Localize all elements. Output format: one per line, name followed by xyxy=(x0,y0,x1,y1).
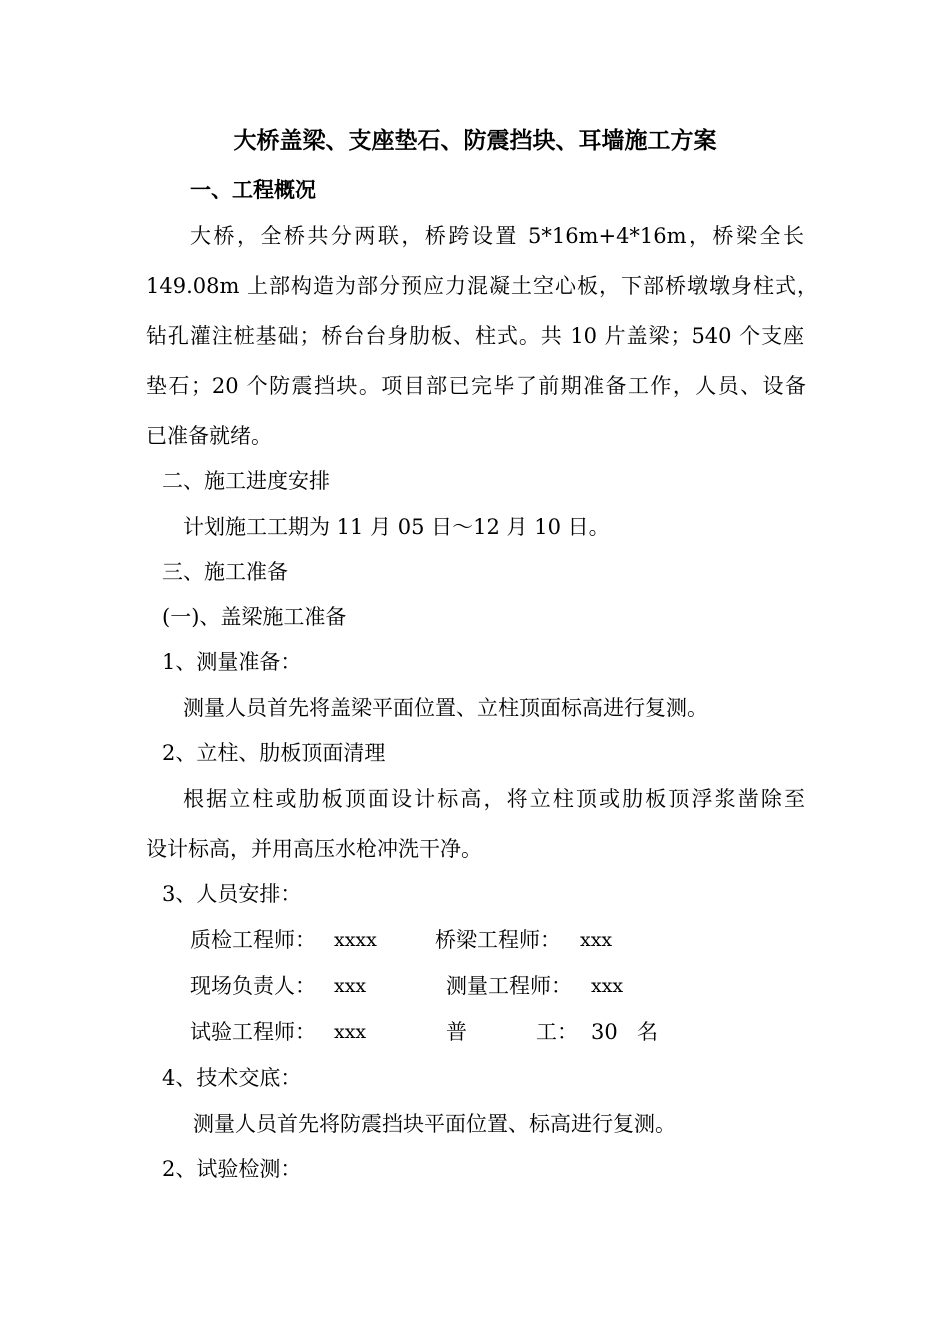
item-4-para: 测量人员首先将防震挡块平面位置、标高进行复测。 xyxy=(193,1112,676,1136)
section-1-para-line-4: 垫石；20 个防震挡块。项目部已完毕了前期准备工作，人员、设备 xyxy=(146,374,806,398)
section-1-para-line-5: 已准备就绪。 xyxy=(146,424,272,448)
item-5-heading: 2、试验检测： xyxy=(162,1157,302,1181)
section-2-para: 计划施工工期为 11 月 05 日～12 月 10 日。 xyxy=(183,515,610,539)
section-1-heading: 一、工程概况 xyxy=(190,177,316,202)
item-4-heading: 4、技术交底： xyxy=(162,1066,302,1090)
item-2-heading: 2、立柱、肋板顶面清理 xyxy=(162,741,386,765)
item-2-para-line-1: 根据立柱或肋板顶面设计标高，将立柱顶或肋板顶浮浆凿除至 xyxy=(183,787,805,811)
section-1-para-line-1: 大桥，全桥共分两联，桥跨设置 5*16m+4*16m，桥梁全长 xyxy=(190,224,804,248)
staff-unit: 名 xyxy=(637,1020,658,1044)
section-2-heading: 二、施工进度安排 xyxy=(162,469,330,493)
staff-name: xxx xyxy=(334,1021,367,1043)
staff-role: 试验工程师： xyxy=(190,1020,316,1044)
staff-role: 测量工程师： xyxy=(446,974,572,998)
section-3-heading: 三、施工准备 xyxy=(162,560,288,584)
document-title: 大桥盖梁、支座垫石、防震挡块、耳墙施工方案 xyxy=(233,127,717,154)
staff-name: xxx xyxy=(580,929,613,951)
staff-name: xxxx xyxy=(334,929,377,951)
staff-role: 工： xyxy=(536,1020,578,1044)
item-2-para-line-2: 设计标高，并用高压水枪冲洗干净。 xyxy=(146,837,482,861)
subsection-1-heading: (一)、盖梁施工准备 xyxy=(162,605,347,629)
staff-role: 现场负责人： xyxy=(190,974,316,998)
item-1-heading: 1、测量准备： xyxy=(162,650,302,674)
item-3-heading: 3、人员安排： xyxy=(162,882,302,906)
staff-role: 质检工程师： xyxy=(190,928,316,952)
staff-role: 普 xyxy=(446,1020,467,1044)
staff-name: xxx xyxy=(591,975,624,997)
item-1-para: 测量人员首先将盖梁平面位置、立柱顶面标高进行复测。 xyxy=(183,696,708,720)
section-1-para-line-3: 钻孔灌注桩基础；桥台台身肋板、柱式。共 10 片盖梁；540 个支座 xyxy=(146,324,804,348)
staff-count: 30 xyxy=(591,1020,618,1044)
section-1-para-line-2: 149.08m 上部构造为部分预应力混凝土空心板，下部桥墩墩身柱式， xyxy=(146,274,818,298)
staff-role: 桥梁工程师： xyxy=(435,928,561,952)
staff-name: xxx xyxy=(334,975,367,997)
